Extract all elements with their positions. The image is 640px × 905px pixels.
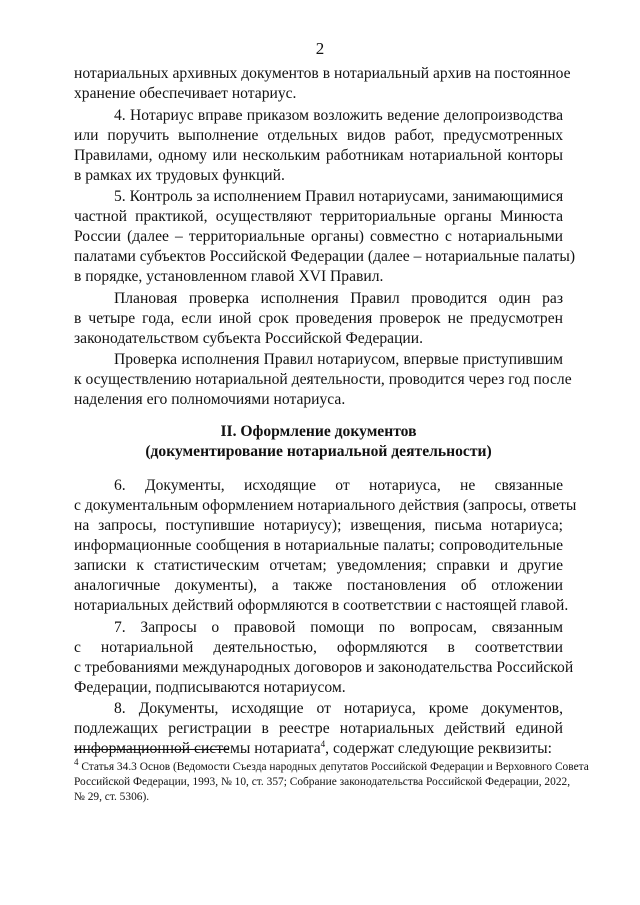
text-fragment: , содержат следующие реквизиты: — [325, 740, 552, 757]
text-fragment: информационной системы нотариата — [74, 740, 321, 757]
section-subheading: (документирование нотариальной деятельности) — [145, 443, 492, 460]
text-line: хранение обеспечивает нотариус. — [74, 85, 297, 102]
footnote-reference[interactable]: 4 — [320, 738, 326, 749]
text-line: в четыре года, если иной срок проведения проверок не предусмотрен — [74, 310, 563, 327]
text-line: 4. Нотариус вправе приказом возложить ведение делопроизводства — [114, 107, 563, 124]
text-line: в рамках их трудовых функций. — [74, 167, 285, 184]
text-line: 6. Документы, исходящие от нотариуса, не связанные — [114, 477, 563, 494]
text-line: Правилами, одному или нескольким работникам нотариальной конторы — [74, 147, 563, 164]
text-line: Федерации, подписываются нотариусом. — [74, 679, 346, 696]
footnote-marker: 4 — [74, 757, 79, 768]
footnote-divider — [74, 749, 229, 750]
text-line: законодательством субъекта Российской Федерации. — [74, 330, 424, 347]
page-number: 2 — [315, 39, 325, 58]
text-line: Плановая проверка исполнения Правил проводится один раз — [114, 290, 563, 307]
text-line: аналогичные документы), а также постановления об отложении — [74, 577, 563, 594]
text-line: Проверка исполнения Правил нотариусом, впервые приступившим — [114, 351, 563, 368]
footnote-line — [74, 757, 589, 774]
text-line: информационные сообщения в нотариальные палаты; сопроводительные — [74, 537, 563, 554]
text-line: нотариальных действий оформляются в соответствии с настоящей главой. — [74, 597, 569, 614]
section-heading: II. Оформление документов — [220, 423, 417, 440]
footnote-text: Статья 34.3 Основ (Ведомости Съезда народных депутатов Российской Федерации и Верховного Совета — [78, 761, 589, 773]
text-line: или поручить выполнение отдельных видов работ, предусмотренных — [74, 127, 563, 144]
text-line: России (далее – территориальные органы) совместно с нотариальными — [74, 228, 563, 245]
text-line: на запросы, поступившие нотариусу); извещения, письма нотариуса; — [74, 517, 563, 534]
text-line: 5. Контроль за исполнением Правил нотариусами, занимающимися — [114, 188, 564, 205]
text-line: 7. Запросы о правовой помощи по вопросам, связанным — [114, 619, 563, 636]
text-line: с требованиями международных договоров и законодательства Российской — [74, 659, 574, 676]
text-line: к осуществлению нотариальной деятельности, проводится через год после — [74, 371, 572, 388]
text-line: записки к статистическим отчетам; уведомления; справки и другие — [74, 557, 563, 574]
text-line: с нотариальной деятельностью, оформляются в соответствии — [74, 639, 563, 656]
text-line: подлежащих регистрации в реестре нотариальных действий единой — [74, 720, 563, 737]
text-line: частной практикой, осуществляют территориальные органы Минюста — [74, 208, 563, 225]
footnote-line: № 29, ст. 5306). — [74, 791, 150, 803]
text-line: в порядке, установленном главой XVI Правил. — [74, 268, 384, 285]
text-line: палатами субъектов Российской Федерации (далее – нотариальные палаты) — [74, 248, 576, 265]
text-line: с документальным оформлением нотариального действия (запросы, ответы — [74, 497, 577, 514]
text-line: 8. Документы, исходящие от нотариуса, кроме документов, — [114, 700, 563, 717]
text-line: нотариальных архивных документов в нотариальный архив на постоянное — [74, 65, 571, 82]
text-line: наделения его полномочиями нотариуса. — [74, 391, 346, 408]
footnote-line: Российской Федерации, 1993, № 10, ст. 357; Собрание законодательства Российской Федерации, 2022, — [74, 776, 571, 788]
